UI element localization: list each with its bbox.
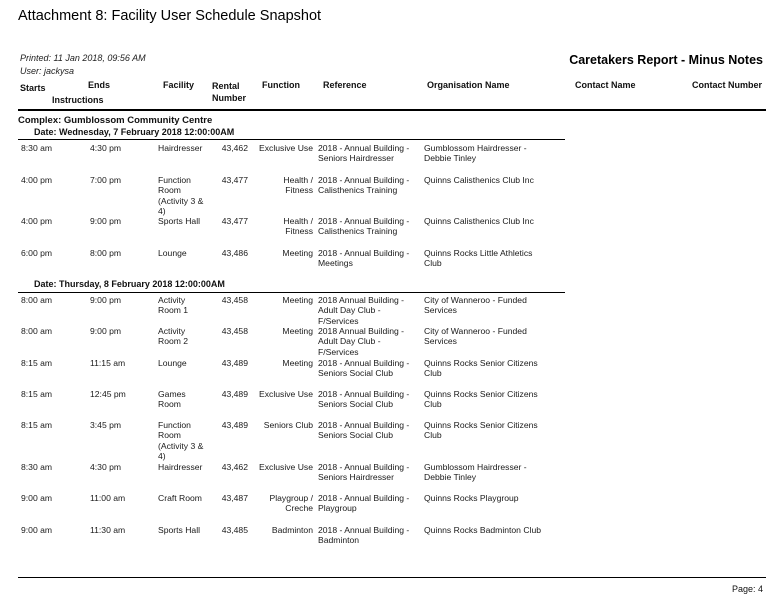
col-contact-name: Contact Name <box>575 80 636 90</box>
printed-user: User: jackysa <box>20 66 75 76</box>
cell-ends: 9:00 pm <box>90 326 122 336</box>
printed-timestamp: Printed: 11 Jan 2018, 09:56 AM <box>20 53 146 63</box>
cell-starts: 9:00 am <box>21 525 53 535</box>
cell-facility: Craft Room <box>158 493 202 503</box>
cell-facility: Hairdresser <box>158 143 203 153</box>
cell-rental: 43,487 <box>221 493 248 503</box>
cell-ends: 11:00 am <box>90 493 126 503</box>
complex-heading: Complex: Gumblossom Community Centre <box>18 115 213 126</box>
cell-organisation: Quinns Rocks Little Athletics Club <box>424 248 533 269</box>
cell-rental: 43,485 <box>221 525 248 535</box>
cell-function: Exclusive Use <box>259 389 313 399</box>
header-rule <box>18 109 766 111</box>
cell-ends: 8:00 pm <box>90 248 122 258</box>
cell-rental: 43,458 <box>221 295 248 305</box>
cell-facility: Lounge <box>158 248 187 258</box>
cell-starts: 4:00 pm <box>21 216 53 226</box>
cell-ends: 11:15 am <box>90 358 126 368</box>
cell-rental: 43,477 <box>221 175 248 185</box>
cell-starts: 8:30 am <box>21 462 53 472</box>
cell-organisation: Quinns Calisthenics Club Inc <box>424 216 534 226</box>
cell-reference: 2018 - Annual Building - Seniors Social Club <box>318 420 410 441</box>
cell-function: Meeting <box>282 358 313 368</box>
col-starts: Starts <box>20 83 46 93</box>
cell-organisation: Quinns Rocks Playgroup <box>424 493 519 503</box>
col-contact-number: Contact Number <box>692 80 763 90</box>
cell-ends: 11:30 am <box>90 525 126 535</box>
cell-function: Meeting <box>282 326 313 336</box>
col-facility: Facility <box>163 80 195 90</box>
cell-starts: 8:15 am <box>21 358 53 368</box>
report-title: Caretakers Report - Minus Notes <box>569 53 763 67</box>
cell-organisation: Quinns Calisthenics Club Inc <box>424 175 534 185</box>
cell-ends: 4:30 pm <box>90 462 122 472</box>
col-reference: Reference <box>323 80 367 90</box>
cell-function: Health / Fitness <box>283 216 313 237</box>
cell-rental: 43,462 <box>221 462 248 472</box>
cell-rental: 43,489 <box>221 358 248 368</box>
cell-starts: 8:15 am <box>21 389 53 399</box>
cell-rental: 43,489 <box>221 420 248 430</box>
cell-function: Health / Fitness <box>283 175 313 196</box>
cell-organisation: City of Wanneroo - Funded Services <box>424 295 527 316</box>
cell-facility: Sports Hall <box>158 216 201 226</box>
col-rental: Rental <box>212 81 240 91</box>
col-number: Number <box>212 93 247 103</box>
col-function: Function <box>262 80 300 90</box>
cell-reference: 2018 - Annual Building - Meetings <box>318 248 410 269</box>
footer-rule <box>18 577 766 578</box>
cell-starts: 6:00 pm <box>21 248 53 258</box>
attachment-title: Attachment 8: Facility User Schedule Snapshot <box>18 8 322 24</box>
cell-starts: 9:00 am <box>21 493 53 503</box>
cell-ends: 9:00 pm <box>90 216 122 226</box>
cell-organisation: Quinns Rocks Senior Citizens Club <box>424 420 538 441</box>
cell-ends: 3:45 pm <box>90 420 122 430</box>
cell-facility: Activity Room 1 <box>158 295 189 316</box>
page-number: Page: 4 <box>731 584 763 594</box>
cell-function: Seniors Club <box>263 420 313 430</box>
cell-ends: 12:45 pm <box>90 389 126 399</box>
cell-ends: 4:30 pm <box>90 143 122 153</box>
date-heading: Date: Thursday, 8 February 2018 12:00:00AM <box>34 279 225 289</box>
col-organisation: Organisation Name <box>427 80 510 90</box>
cell-ends: 7:00 pm <box>90 175 122 185</box>
cell-reference: 2018 - Annual Building - Playgroup <box>318 493 410 514</box>
cell-organisation: Gumblossom Hairdresser - Debbie Tinley <box>424 143 527 164</box>
cell-organisation: Gumblossom Hairdresser - Debbie Tinley <box>424 462 527 483</box>
cell-starts: 8:15 am <box>21 420 53 430</box>
cell-organisation: City of Wanneroo - Funded Services <box>424 326 527 347</box>
cell-reference: 2018 - Annual Building - Seniors Social Club <box>318 389 410 410</box>
col-ends: Ends <box>88 80 111 90</box>
cell-organisation: Quinns Rocks Senior Citizens Club <box>424 358 538 379</box>
cell-function: Exclusive Use <box>259 462 313 472</box>
cell-function: Playgroup / Creche <box>269 493 313 514</box>
col-instructions: Instructions <box>52 95 104 105</box>
cell-reference: 2018 Annual Building - Adult Day Club - F/Services <box>318 295 405 326</box>
cell-reference: 2018 - Annual Building - Calisthenics Training <box>318 175 410 196</box>
cell-organisation: Quinns Rocks Senior Citizens Club <box>424 389 538 410</box>
cell-rental: 43,489 <box>221 389 248 399</box>
cell-reference: 2018 Annual Building - Adult Day Club - F/Services <box>318 326 405 357</box>
cell-reference: 2018 - Annual Building - Seniors Hairdresser <box>318 462 410 483</box>
cell-organisation: Quinns Rocks Badminton Club <box>424 525 542 535</box>
cell-rental: 43,462 <box>221 143 248 153</box>
cell-reference: 2018 - Annual Building - Calisthenics Training <box>318 216 410 237</box>
cell-starts: 4:00 pm <box>21 175 53 185</box>
cell-function: Meeting <box>282 295 313 305</box>
cell-rental: 43,458 <box>221 326 248 336</box>
cell-rental: 43,477 <box>221 216 248 226</box>
cell-facility: Sports Hall <box>158 525 201 535</box>
cell-facility: Lounge <box>158 358 187 368</box>
cell-facility: Hairdresser <box>158 462 203 472</box>
cell-reference: 2018 - Annual Building - Seniors Social Club <box>318 358 410 379</box>
cell-function: Meeting <box>282 248 313 258</box>
date-rule <box>18 139 565 140</box>
date-heading: Date: Wednesday, 7 February 2018 12:00:00AM <box>34 127 235 137</box>
cell-facility: Function Room (Activity 3 & 4) <box>158 420 204 462</box>
cell-facility: Activity Room 2 <box>158 326 189 347</box>
cell-starts: 8:00 am <box>21 326 53 336</box>
cell-reference: 2018 - Annual Building - Seniors Hairdresser <box>318 143 410 164</box>
cell-starts: 8:30 am <box>21 143 53 153</box>
cell-reference: 2018 - Annual Building - Badminton <box>318 525 410 546</box>
cell-rental: 43,486 <box>221 248 248 258</box>
cell-starts: 8:00 am <box>21 295 53 305</box>
cell-facility: Function Room (Activity 3 & 4) <box>158 175 204 217</box>
cell-ends: 9:00 pm <box>90 295 122 305</box>
date-rule <box>18 292 565 293</box>
cell-function: Badminton <box>271 525 313 535</box>
cell-function: Exclusive Use <box>259 143 313 153</box>
cell-facility: Games Room <box>158 389 186 410</box>
